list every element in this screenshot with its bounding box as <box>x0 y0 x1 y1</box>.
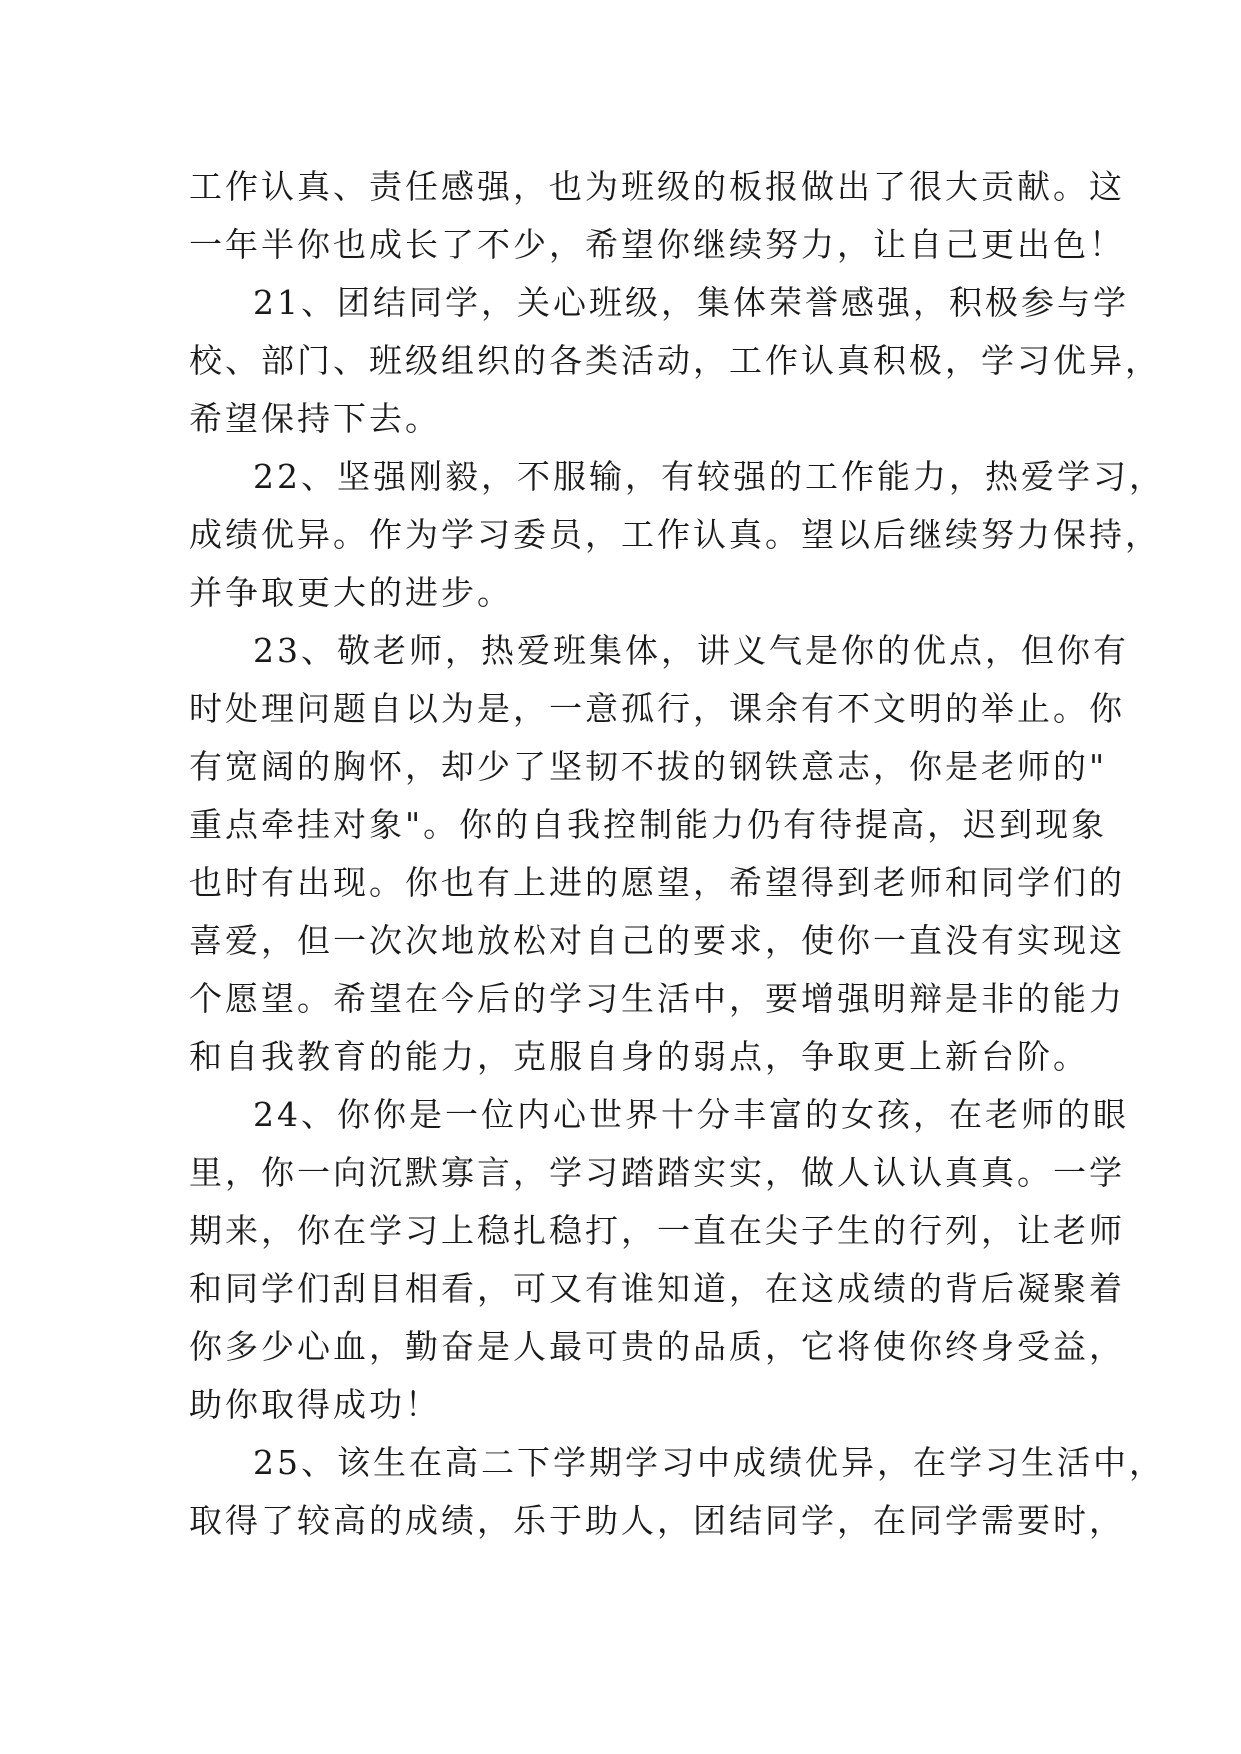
text-line: 和自我教育的能力，克服自身的弱点，争取更上新台阶。 <box>189 1037 1089 1076</box>
text-line: 重点牵挂对象"。你的自我控制能力仍有待提高，迟到现象 <box>189 805 1108 844</box>
text-line: 你多少心血，勤奋是人最可贵的品质，它将使你终身受益， <box>189 1327 1125 1366</box>
text-line: 喜爱，但一次次地放松对自己的要求，使你一直没有实现这 <box>189 921 1125 960</box>
text-line: 取得了较高的成绩，乐于助人，团结同学，在同学需要时， <box>189 1501 1125 1540</box>
paragraph-25-first-line: 25、该生在高二下学期学习中成绩优异，在学习生活中， <box>253 1443 1165 1482</box>
paragraph-21-first-line: 21、团结同学，关心班级，集体荣誉感强，积极参与学 <box>253 283 1129 322</box>
paragraph-22-first-line: 22、坚强刚毅，不服输，有较强的工作能力，热爱学习， <box>253 457 1165 496</box>
paragraph-24-first-line: 24、你你是一位内心世界十分丰富的女孩，在老师的眼 <box>253 1095 1129 1134</box>
text-line: 期来，你在学习上稳扎稳打，一直在尖子生的行列，让老师 <box>189 1211 1125 1250</box>
text-line: 希望保持下去。 <box>189 399 441 438</box>
text-line: 工作认真、责任感强，也为班级的板报做出了很大贡献。这 <box>189 167 1125 206</box>
text-line: 个愿望。希望在今后的学习生活中，要增强明辩是非的能力 <box>189 979 1125 1018</box>
document-body <box>189 158 1165 1550</box>
text-line: 时处理问题自以为是，一意孤行，课余有不文明的举止。你 <box>189 689 1125 728</box>
text-line: 助你取得成功！ <box>189 1385 441 1424</box>
text-line: 也时有出现。你也有上进的愿望，希望得到老师和同学们的 <box>189 863 1125 902</box>
text-line: 校、部门、班级组织的各类活动，工作认真积极，学习优异， <box>189 341 1161 380</box>
text-line: 和同学们刮目相看，可又有谁知道，在这成绩的背后凝聚着 <box>189 1269 1125 1308</box>
text-line: 里，你一向沉默寡言，学习踏踏实实，做人认认真真。一学 <box>189 1153 1125 1192</box>
text-line: 有宽阔的胸怀，却少了坚韧不拔的钢铁意志，你是老师的" <box>189 747 1108 786</box>
text-line: 并争取更大的进步。 <box>189 573 513 612</box>
paragraph-23-first-line: 23、敬老师，热爱班集体，讲义气是你的优点，但你有 <box>253 631 1129 670</box>
text-line: 成绩优异。作为学习委员，工作认真。望以后继续努力保持， <box>189 515 1161 554</box>
text-line: 一年半你也成长了不少，希望你继续努力，让自己更出色！ <box>189 225 1125 264</box>
